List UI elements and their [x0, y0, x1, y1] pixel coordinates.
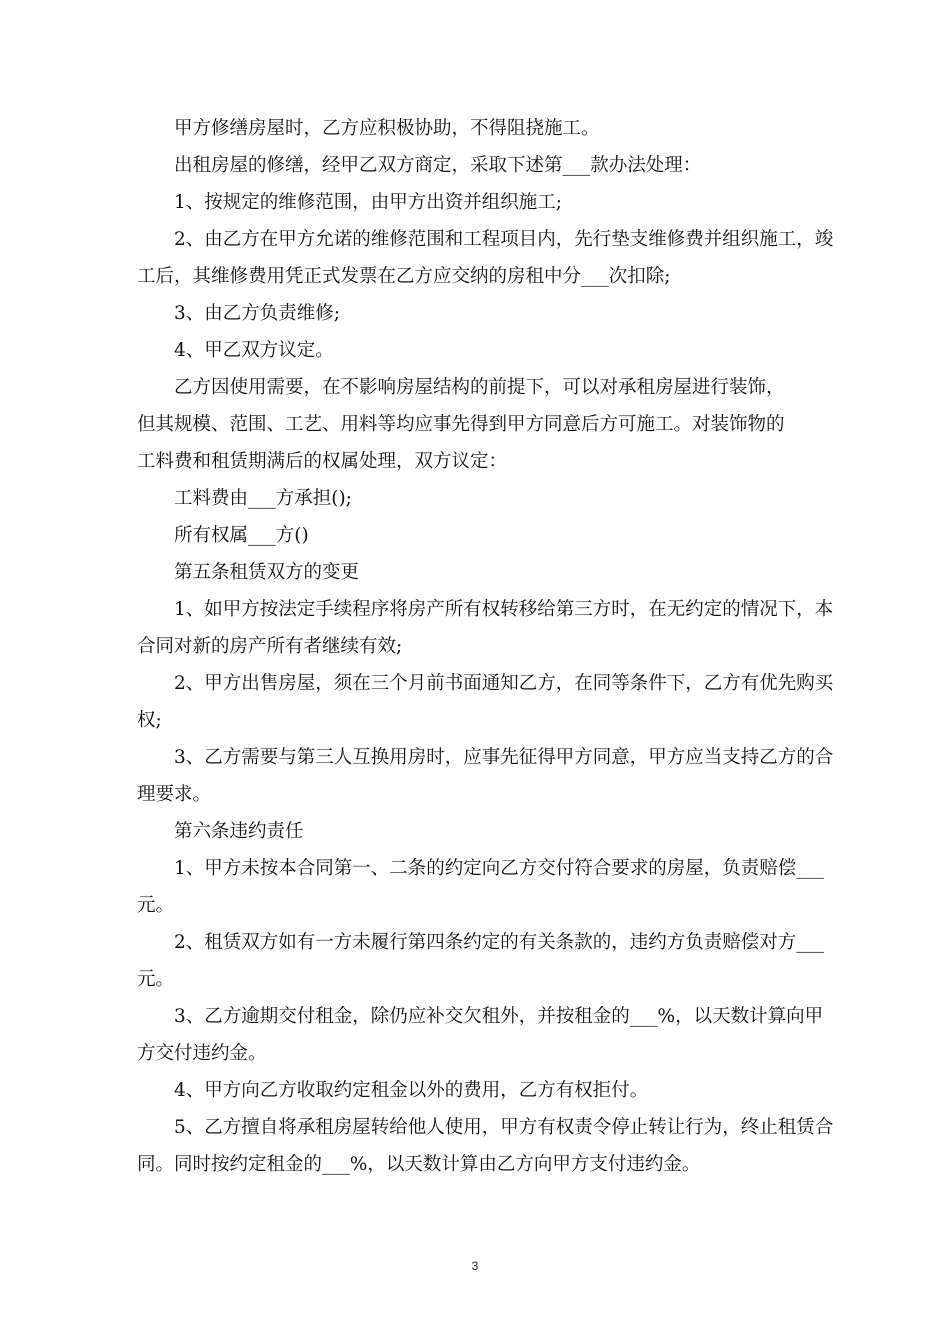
paragraph: 工料费由___方承担(); [174, 488, 352, 509]
paragraph: 工料费和租赁期满后的权属处理，双方议定： [137, 451, 508, 472]
paragraph: 5、乙方擅自将承租房屋转给他人使用，甲方有权责令停止转让行为，终止租赁合同。同时按约定租金的___%，以天数计算由乙方向甲方支付违约金。 [137, 1117, 834, 1175]
paragraph: 3、由乙方负责维修; [174, 303, 341, 324]
paragraph: 4、甲乙双方议定。 [174, 340, 334, 361]
paragraph: 2、租赁双方如有一方未履行第四条约定的有关条款的，违约方负责赔偿对方___元。 [137, 932, 825, 990]
paragraph: 甲方修缮房屋时，乙方应积极协助，不得阻挠施工。 [174, 118, 600, 139]
paragraph: 3、乙方逾期交付租金，除仍应补交欠租外，并按租金的___%，以天数计算向甲方交付违约金。 [137, 1006, 824, 1064]
paragraph: 1、甲方未按本合同第一、二条的约定向乙方交付符合要求的房屋，负责赔偿___元。 [137, 858, 825, 916]
paragraph: 4、甲方向乙方收取约定租金以外的费用，乙方有权拒付。 [174, 1080, 649, 1101]
paragraph: 2、由乙方在甲方允诺的维修范围和工程项目内，先行垫支维修费并组织施工，竣工后，其维修费用凭正式发票在乙方应交纳的房租中分___次扣除; [137, 229, 834, 287]
paragraph: 2、甲方出售房屋，须在三个月前书面通知乙方，在同等条件下，乙方有优先购买权; [137, 673, 834, 731]
paragraph: 但其规模、范围、工艺、用料等均应事先得到甲方同意后方可施工。对装饰物的 [137, 414, 785, 435]
section-heading: 第六条违约责任 [174, 821, 304, 842]
paragraph: 出租房屋的修缮，经甲乙双方商定，采取下述第___款办法处理： [174, 155, 702, 176]
document-body [137, 110, 837, 1183]
section-heading: 第五条租赁双方的变更 [174, 562, 360, 583]
page-number: 3 [471, 1259, 479, 1273]
paragraph: 3、乙方需要与第三人互换用房时，应事先征得甲方同意，甲方应当支持乙方的合理要求。 [137, 747, 834, 805]
paragraph: 1、如甲方按法定手续程序将房产所有权转移给第三方时，在无约定的情况下，本合同对新的房产所有者继续有效; [137, 599, 834, 657]
paragraph: 1、按规定的维修范围，由甲方出资并组织施工; [174, 192, 563, 213]
paragraph: 所有权属___方() [174, 525, 309, 546]
paragraph: 乙方因使用需要，在不影响房屋结构的前提下，可以对承租房屋进行装饰， [174, 377, 785, 398]
